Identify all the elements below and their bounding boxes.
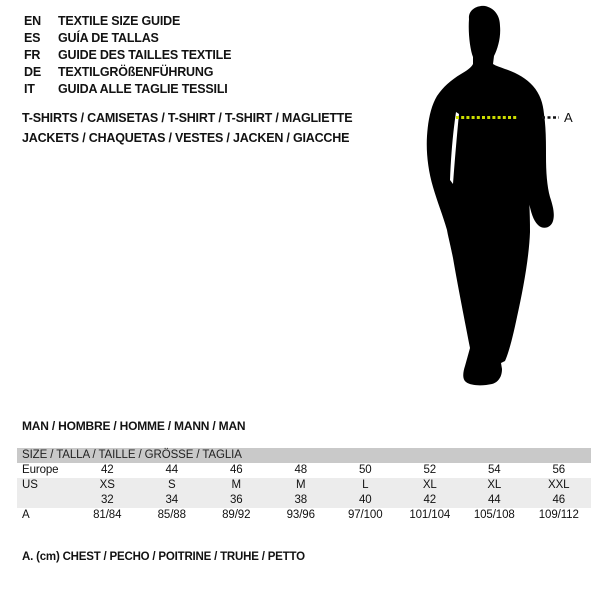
language-code: ES	[24, 31, 41, 45]
table-row-chest-a	[17, 508, 591, 523]
table-cell: 85/88	[157, 509, 186, 521]
table-cell: XL	[422, 479, 437, 491]
man-silhouette-path	[427, 6, 554, 385]
table-cell: 42	[100, 464, 114, 476]
language-code: DE	[24, 65, 41, 79]
table-row-us-letters	[17, 478, 591, 493]
table-cell: 81/84	[93, 509, 122, 521]
table-cell: 46	[552, 494, 566, 506]
language-row	[24, 47, 231, 64]
table-cell: 38	[294, 494, 308, 506]
table-cell: 105/108	[473, 509, 515, 521]
table-cell: 44	[165, 464, 179, 476]
language-label: TEXTILE SIZE GUIDE	[58, 14, 181, 28]
language-label: GUIDE DES TAILLES TEXTILE	[58, 48, 232, 62]
chest-footnote: A. (cm) CHEST / PECHO / POITRINE / TRUHE / PETTO	[22, 551, 305, 563]
row-label: A	[22, 509, 30, 521]
size-table	[17, 448, 591, 523]
language-code: EN	[24, 14, 41, 28]
row-label: Europe	[22, 464, 59, 476]
table-cell: 101/104	[409, 509, 451, 521]
table-cell: XL	[487, 479, 502, 491]
category-jackets: JACKETS / CHAQUETAS / VESTES / JACKEN / GIACCHE	[22, 130, 350, 145]
man-silhouette-figure	[400, 0, 600, 400]
table-cell: 32	[100, 494, 114, 506]
table-cell: XS	[99, 479, 115, 491]
table-cell: 89/92	[222, 509, 251, 521]
table-cell: 44	[487, 494, 501, 506]
table-cell: 56	[552, 464, 566, 476]
table-row-europe	[17, 463, 591, 478]
language-label: GUÍA DE TALLAS	[58, 31, 159, 45]
table-cell: 52	[423, 464, 437, 476]
table-cell: M	[296, 479, 306, 491]
table-cell: 54	[487, 464, 501, 476]
row-label	[17, 493, 75, 508]
language-list	[24, 13, 231, 98]
table-cell: XXL	[548, 479, 570, 491]
category-tshirts: T-SHIRTS / CAMISETAS / T-SHIRT / T-SHIRT / MAGLIETTE	[22, 111, 353, 125]
table-cell: 93/96	[286, 509, 315, 521]
table-cell: 42	[423, 494, 437, 506]
language-row	[24, 13, 231, 30]
language-label: TEXTILGRÖßENFÜHRUNG	[58, 65, 214, 79]
man-silhouette-svg	[400, 0, 600, 400]
language-row	[24, 81, 231, 98]
table-cell: 36	[229, 494, 243, 506]
table-cell: S	[167, 479, 176, 491]
table-cell: 109/112	[538, 509, 579, 521]
category-lines	[22, 109, 352, 148]
row-label: US	[22, 479, 38, 491]
language-row	[24, 64, 231, 81]
table-cell: L	[362, 479, 369, 491]
language-code: FR	[24, 48, 41, 62]
language-row	[24, 30, 231, 47]
table-cell: 34	[165, 494, 179, 506]
table-row-us-numeric	[17, 493, 591, 508]
table-cell: 50	[358, 464, 372, 476]
language-code: IT	[24, 82, 35, 96]
language-label: GUIDA ALLE TAGLIE TESSILI	[58, 82, 228, 96]
table-cell: M	[231, 479, 241, 491]
measure-label-a: A	[564, 110, 573, 125]
section-title-man: MAN / HOMBRE / HOMME / MANN / MAN	[22, 419, 246, 433]
table-cell: 48	[294, 464, 308, 476]
table-cell: 97/100	[347, 509, 383, 521]
table-header: SIZE / TALLA / TAILLE / GRÖSSE / TAGLIA	[17, 448, 591, 463]
table-cell: 40	[358, 494, 372, 506]
table-cell: 46	[229, 464, 243, 476]
